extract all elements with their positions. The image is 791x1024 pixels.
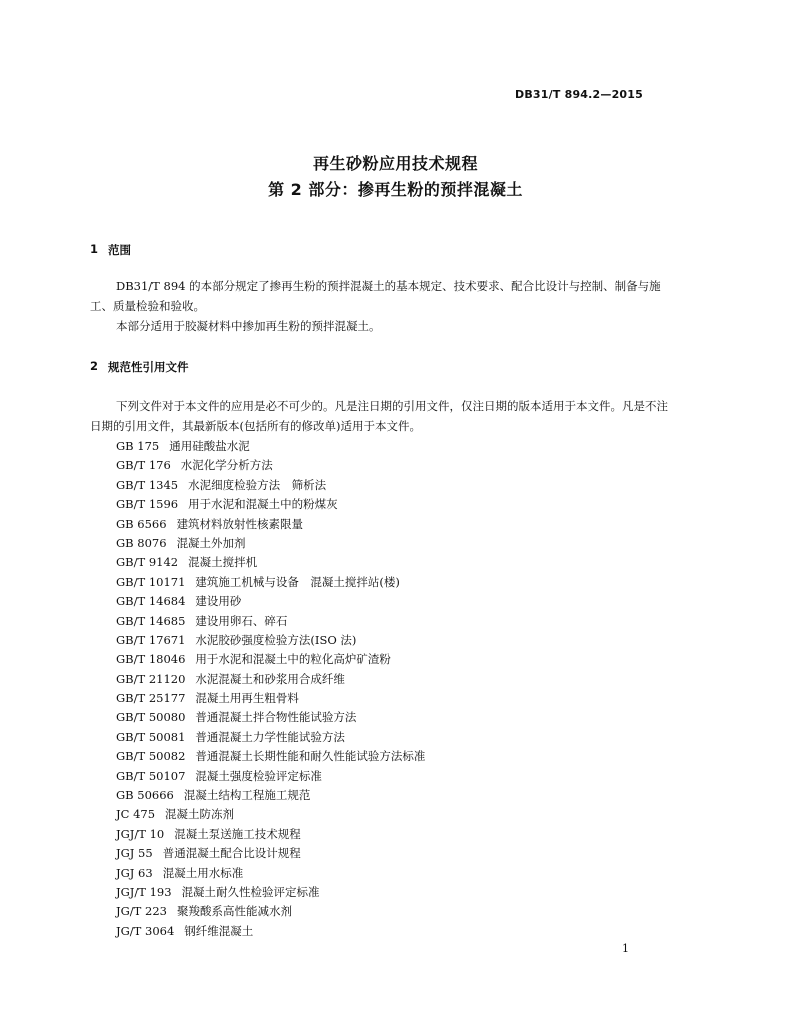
reference-code: GB/T 14684 xyxy=(116,594,186,609)
reference-item xyxy=(116,553,425,572)
section-title: 范围 xyxy=(108,243,131,257)
reference-title: 混凝土防冻剂 xyxy=(165,807,235,822)
reference-title: 建设用卵石、碎石 xyxy=(195,613,288,628)
reference-item xyxy=(116,844,425,863)
reference-title: 建筑材料放射性核素限量 xyxy=(176,516,304,531)
reference-title: 混凝土用再生粗骨料 xyxy=(195,691,299,706)
reference-item xyxy=(116,437,425,456)
reference-title: 用于水泥和混凝土中的粒化高炉矿渣粉 xyxy=(195,652,391,667)
reference-item xyxy=(116,515,425,534)
reference-title: 用于水泥和混凝土中的粉煤灰 xyxy=(188,497,338,512)
reference-code: GB/T 9142 xyxy=(116,555,179,570)
section-number: 2 xyxy=(90,359,99,373)
reference-item xyxy=(116,476,425,495)
reference-item xyxy=(116,825,425,844)
reference-code: GB 6566 xyxy=(116,516,167,531)
reference-item xyxy=(116,786,425,805)
section-1-heading xyxy=(90,242,131,258)
standard-code: DB31/T 894.2—2015 xyxy=(515,88,643,101)
section-1-paragraph-1: DB31/T 894 的本部分规定了掺再生粉的预拌混凝土的基本规定、技术要求、配合比设计与控制、制备与施工、质量检验和验收。 xyxy=(90,279,661,313)
reference-code: JGJ/T 193 xyxy=(116,884,172,899)
document-subtitle: 第 2 部分：掺再生粉的预拌混凝土 xyxy=(268,180,523,199)
reference-item xyxy=(116,902,425,921)
reference-item xyxy=(116,650,425,669)
reference-item xyxy=(116,805,425,824)
reference-title: 混凝土耐久性检验评定标准 xyxy=(181,884,320,899)
section-number: 1 xyxy=(90,242,99,256)
reference-title: 混凝土搅拌机 xyxy=(188,555,258,570)
reference-item xyxy=(116,534,425,553)
reference-title: 聚羧酸系高性能减水剂 xyxy=(176,904,292,919)
reference-code: GB/T 50080 xyxy=(116,710,186,725)
reference-item xyxy=(116,456,425,475)
reference-code: JC 475 xyxy=(116,807,156,822)
reference-item xyxy=(116,767,425,786)
reference-item xyxy=(116,728,425,747)
reference-code: GB 175 xyxy=(116,439,160,453)
section-2-heading xyxy=(90,359,189,375)
reference-item xyxy=(116,747,425,766)
normative-references-list xyxy=(116,437,425,941)
reference-code: JG/T 223 xyxy=(116,904,167,919)
reference-code: GB/T 1345 xyxy=(116,477,179,492)
reference-code: GB 50666 xyxy=(116,788,174,803)
reference-title: 建筑施工机械与设备 混凝土搅拌站(楼) xyxy=(195,574,400,589)
reference-title: 钢纤维混凝土 xyxy=(184,923,254,938)
reference-code: JGJ 63 xyxy=(116,865,153,880)
reference-title: 水泥混凝土和砂浆用合成纤维 xyxy=(195,671,345,686)
reference-code: GB/T 10171 xyxy=(116,574,186,589)
document-title: 再生砂粉应用技术规程 xyxy=(312,154,478,173)
reference-code: GB/T 17671 xyxy=(116,632,186,647)
reference-code: GB/T 14685 xyxy=(116,613,186,628)
reference-item xyxy=(116,670,425,689)
reference-code: GB/T 21120 xyxy=(116,671,186,686)
reference-title: 普通混凝土配合比设计规程 xyxy=(162,846,301,861)
reference-code: JG/T 3064 xyxy=(116,923,175,938)
reference-item xyxy=(116,708,425,727)
reference-title: 混凝土结构工程施工规范 xyxy=(183,788,311,803)
reference-title: 普通混凝土长期性能和耐久性能试验方法标准 xyxy=(195,749,426,764)
reference-title: 水泥化学分析方法 xyxy=(180,458,273,473)
reference-code: GB/T 18046 xyxy=(116,652,186,667)
reference-item xyxy=(116,883,425,902)
reference-item xyxy=(116,612,425,631)
reference-code: JGJ/T 10 xyxy=(116,826,165,841)
reference-title: 混凝土用水标准 xyxy=(162,865,244,880)
reference-item xyxy=(116,495,425,514)
reference-code: GB 8076 xyxy=(116,535,167,550)
reference-code: GB/T 1596 xyxy=(116,497,179,512)
section-2-paragraph-1: 下列文件对于本文件的应用是必不可少的。凡是注日期的引用文件，仅注日期的版本适用于本文件。凡是不注日期的引用文件，其最新版本(包括所有的修改单)适用于本文件。 xyxy=(90,399,668,433)
reference-code: GB/T 176 xyxy=(116,458,171,473)
reference-title: 水泥胶砂强度检验方法(ISO 法) xyxy=(195,632,357,647)
reference-item xyxy=(116,864,425,883)
reference-title: 水泥细度检验方法 筛析法 xyxy=(188,477,327,492)
reference-code: GB/T 50107 xyxy=(116,768,186,783)
reference-code: GB/T 25177 xyxy=(116,691,186,706)
section-title: 规范性引用文件 xyxy=(108,360,189,374)
reference-code: GB/T 50082 xyxy=(116,749,186,764)
reference-item xyxy=(116,922,425,941)
reference-title: 混凝土外加剂 xyxy=(176,535,246,550)
reference-title: 普通混凝土力学性能试验方法 xyxy=(195,729,345,744)
page-number: 1 xyxy=(622,942,629,955)
reference-code: GB/T 50081 xyxy=(116,729,186,744)
reference-title: 普通混凝土拌合物性能试验方法 xyxy=(195,710,357,725)
reference-title: 混凝土强度检验评定标准 xyxy=(195,768,322,783)
section-1-paragraph-2: 本部分适用于胶凝材料中掺加再生粉的预拌混凝土。 xyxy=(116,319,381,333)
reference-item xyxy=(116,631,425,650)
reference-title: 通用硅酸盐水泥 xyxy=(169,439,250,453)
reference-title: 建设用砂 xyxy=(195,594,242,609)
reference-item xyxy=(116,689,425,708)
reference-item xyxy=(116,573,425,592)
reference-item xyxy=(116,592,425,611)
reference-code: JGJ 55 xyxy=(116,846,153,861)
reference-title: 混凝土泵送施工技术规程 xyxy=(174,826,301,841)
